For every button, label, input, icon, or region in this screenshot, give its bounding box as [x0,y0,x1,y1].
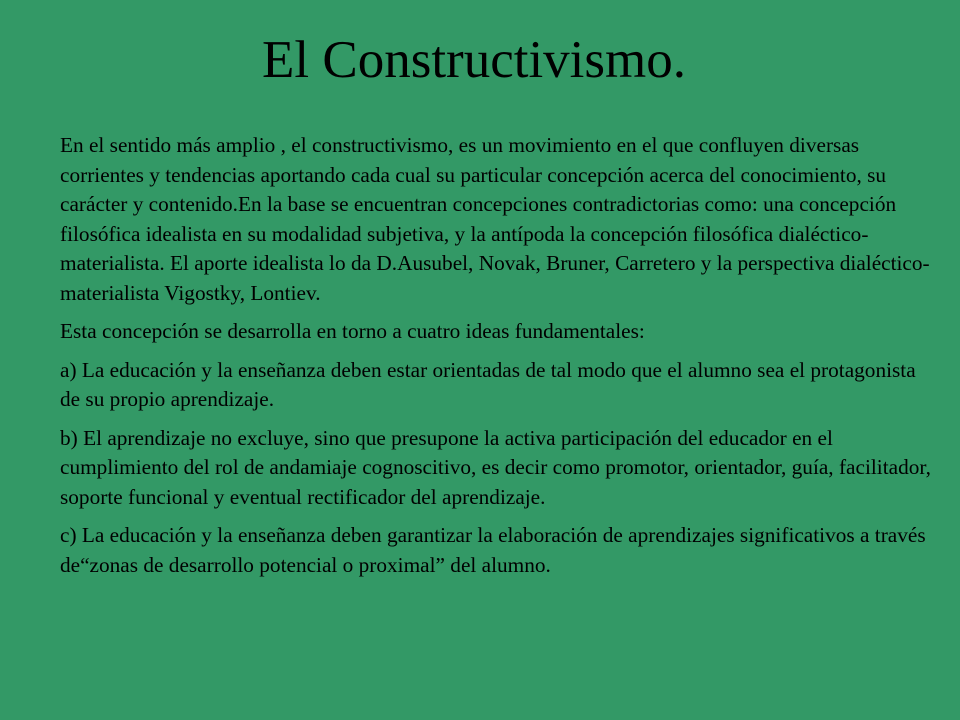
paragraph-idea-b: b) El aprendizaje no excluye, sino que presupone la activa participación del educador en el cumplimiento del rol de andamiaje cognoscitivo, es decir como promotor, orientador, guía, facilitador, soporte funcional y eventual rectificador del aprendizaje. [60,425,931,509]
slide-body [60,131,932,589]
paragraph-ideas-intro: Esta concepción se desarrolla en torno a cuatro ideas fundamentales: [60,319,645,343]
paragraph-intro: En el sentido más amplio , el constructivismo, es un movimiento en el que confluyen diversas corrientes y tendencias aportando cada cual su particular concepción acerca del conocimiento, su carácter y contenido.En la base se encuentran concepciones contradictorias como: una concepción filosófica idealista en su modalidad subjetiva, y la antípoda la concepción filosófica dialéctico-materialista. El aporte idealista lo da D.Ausubel, Novak, Bruner, Carretero y la perspectiva dialéctico-materialista Vigostky, Lontiev. [60,133,930,305]
paragraph-idea-a: a) La educación y la enseñanza deben estar orientadas de tal modo que el alumno sea el protagonista de su propio aprendizaje. [60,357,916,411]
slide-title: El Constructivismo. [262,31,686,89]
paragraph-idea-c: c) La educación y la enseñanza deben garantizar la elaboración de aprendizajes significativos a través de“zonas de desarrollo potencial o proximal” del alumno. [60,523,926,577]
